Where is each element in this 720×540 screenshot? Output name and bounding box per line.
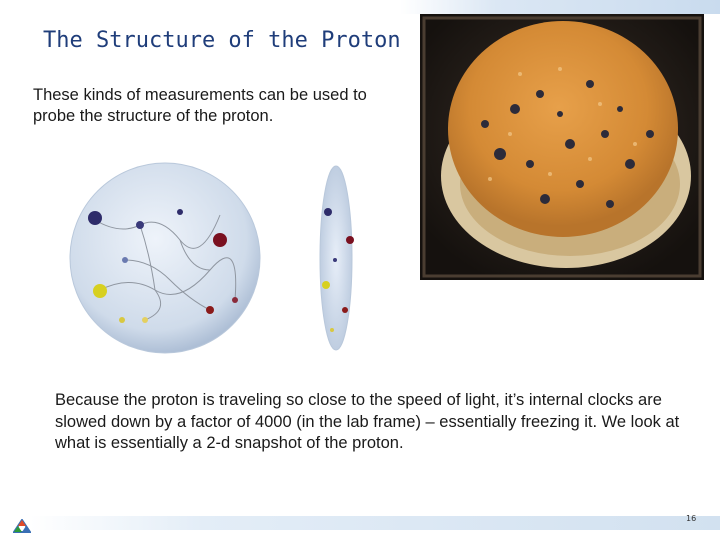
triangle-logo-icon [13, 519, 31, 533]
footer-bar [30, 516, 720, 530]
slide-title: The Structure of the Proton [43, 28, 401, 53]
caption-text: Because the proton is traveling so close to the speed of light, it’s internal clocks are slowed down by a factor of 4000 (in the lab frame) – essentially freezing it. We look at what is essentially a 2-d snapshot of the proton. [55, 391, 680, 452]
header-rule [400, 0, 720, 14]
proton-diagram [60, 160, 380, 360]
intro-text: These kinds of measurements can be used to probe the structure of the proton. [33, 86, 367, 125]
pancake-photo [420, 14, 704, 280]
page-number: 16 [686, 514, 697, 523]
